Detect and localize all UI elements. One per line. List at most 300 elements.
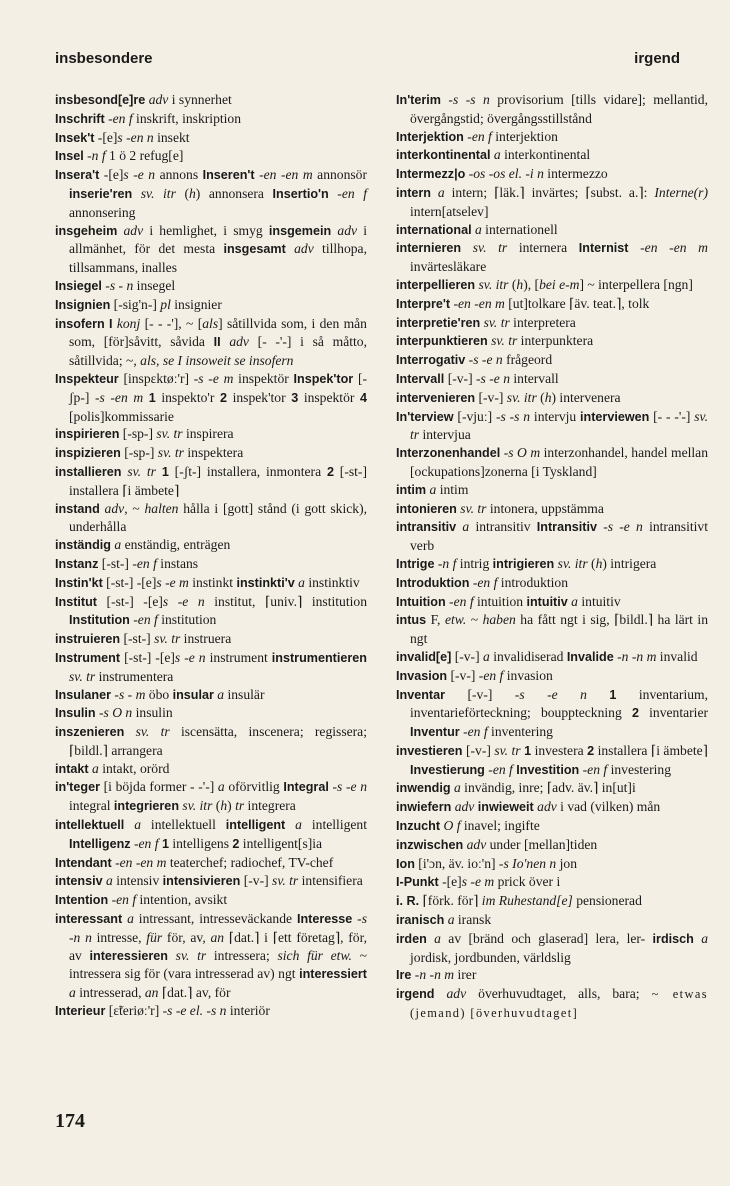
entry-text: en f bbox=[477, 574, 498, 590]
entry-text: tillhopa, tillsammans, inalles bbox=[69, 241, 367, 276]
entry-text: a bbox=[134, 817, 142, 833]
entry-text: iscensätta, inscenera; regissera; ⌈bildl.⌉ arrangera bbox=[69, 724, 367, 758]
entry-text: an bbox=[210, 929, 225, 945]
dictionary-entry bbox=[55, 704, 367, 723]
headword: intellektuell bbox=[55, 818, 125, 833]
entry-text: ⌈förk. för⌉ bbox=[419, 893, 482, 909]
entry-text: s bbox=[123, 167, 129, 183]
headword: intern bbox=[396, 185, 431, 200]
headword: irgend bbox=[396, 987, 435, 1002]
entry-text: als, se I insoweit se insofern bbox=[140, 353, 294, 369]
entry-text: a bbox=[106, 873, 113, 889]
entry-text: a bbox=[434, 930, 441, 946]
entry-text: s bbox=[99, 389, 105, 405]
entry-text: introduktion bbox=[497, 574, 569, 590]
entry-text: - bbox=[485, 166, 494, 182]
entry-text: öbo bbox=[145, 686, 173, 702]
entry-text: - bbox=[500, 445, 509, 461]
entry-text: - bbox=[328, 185, 342, 201]
entry-text: adv bbox=[466, 836, 487, 852]
entry-text: s bbox=[198, 370, 204, 386]
entry-text: oförvitlig bbox=[224, 779, 284, 795]
entry-text: en m bbox=[478, 295, 505, 311]
entry-text: intention, avsikt bbox=[136, 892, 228, 908]
headword: intervenieren bbox=[396, 390, 476, 405]
entry-text: [-sp-] bbox=[120, 445, 158, 461]
entry-text: insignier bbox=[170, 296, 222, 312]
headword: Instin'kt bbox=[55, 575, 103, 590]
entry-text: adv bbox=[294, 241, 314, 257]
headword: Intermezz|o bbox=[396, 167, 466, 182]
entry-text: , ~ bbox=[124, 500, 145, 516]
entry-text: hålla i [gott] stånd (i gott skick), underhålla bbox=[69, 500, 367, 535]
entry-text: intensiv bbox=[112, 873, 163, 889]
entry-text: i synnerhet bbox=[168, 92, 232, 107]
entry-text: - bbox=[459, 724, 468, 740]
entry-text: intellektuell bbox=[141, 817, 226, 833]
entry-text: intensifiera bbox=[298, 873, 363, 889]
entry-text: tr bbox=[235, 798, 245, 814]
entry-text: investera bbox=[531, 742, 588, 758]
entry-text: en f bbox=[138, 835, 159, 851]
entry-text: e n bbox=[188, 649, 206, 665]
subentry-word: Inspek'tor bbox=[293, 371, 354, 386]
entry-text: - bbox=[180, 649, 189, 665]
entry-text bbox=[286, 241, 294, 256]
entry-text: sv. itr bbox=[478, 276, 509, 292]
entry-text bbox=[431, 185, 438, 200]
entry-text: - bbox=[128, 167, 138, 183]
headword: intakt bbox=[55, 761, 89, 776]
entry-text: intresserad, bbox=[75, 985, 145, 1001]
entry-text: - bbox=[101, 277, 110, 293]
entry-text: inventarium, inventarieförteckning; bouppteckning bbox=[410, 686, 708, 721]
entry-text: - bbox=[434, 555, 443, 571]
entry-text: jon bbox=[556, 855, 578, 871]
dictionary-entry bbox=[396, 593, 708, 612]
entry-text: a bbox=[571, 593, 578, 609]
entry-text: [polis]kommissarie bbox=[69, 408, 174, 424]
entry-text: - bbox=[505, 408, 515, 424]
subentry-word: insgemein bbox=[268, 223, 332, 238]
entry-text: intrig bbox=[456, 555, 493, 571]
dictionary-entry bbox=[396, 817, 708, 836]
entry-text: annonsering bbox=[69, 204, 136, 220]
entry-text: - bbox=[95, 705, 104, 721]
entry-text: a bbox=[298, 574, 305, 590]
entry-text: provisorium [tills vidare]; mellantid, övergångstid; övergångsstillstånd bbox=[410, 92, 708, 126]
dictionary-entry bbox=[396, 611, 708, 648]
headword: intonieren bbox=[396, 501, 457, 516]
dictionary-entry bbox=[396, 239, 708, 276]
subentry-word: 1 bbox=[524, 743, 532, 758]
headword: Inzucht bbox=[396, 819, 441, 834]
entry-text: intakt, orörd bbox=[98, 760, 170, 776]
entry-text: a bbox=[217, 686, 225, 702]
subentry-word: Insertio'n bbox=[272, 186, 329, 201]
dictionary-entry bbox=[55, 910, 367, 1002]
dictionary-entry bbox=[55, 91, 367, 110]
entry-text: [-v-] bbox=[462, 742, 495, 758]
headword: Insek't bbox=[55, 130, 95, 145]
entry-text: s n bbox=[210, 1003, 227, 1019]
dictionary-entry bbox=[55, 593, 367, 631]
entry-text: adv bbox=[337, 222, 358, 238]
entry-text: - bbox=[450, 295, 459, 311]
entry-text: - bbox=[342, 779, 351, 795]
entry-text: - bbox=[467, 874, 475, 890]
dictionary-entry bbox=[55, 166, 367, 221]
entry-text: os el. bbox=[493, 166, 522, 182]
entry-text: - bbox=[104, 110, 113, 126]
subentry-word: inwieweit bbox=[477, 800, 534, 815]
dictionary-entry bbox=[396, 686, 708, 742]
entry-text: insulär bbox=[224, 686, 265, 702]
headword: instruieren bbox=[55, 632, 121, 647]
entry-text: e m bbox=[212, 370, 234, 386]
headword: insgeheim bbox=[55, 223, 118, 238]
entry-text: intern[atselev] bbox=[410, 203, 489, 219]
entry-text: s bbox=[361, 911, 367, 927]
headword: Introduktion bbox=[396, 575, 470, 590]
subentry-word: insular bbox=[172, 687, 214, 702]
entry-text: ~ intressera sig för (vara intresserad av) ngt bbox=[69, 947, 367, 982]
entry-text: under [mellan]tiden bbox=[486, 836, 598, 852]
subentry-word: 2 bbox=[587, 743, 595, 758]
headword: inwiefern bbox=[396, 800, 452, 815]
entry-text: - bbox=[132, 854, 141, 870]
entry-text: i n bbox=[529, 166, 544, 182]
headword: intensiv bbox=[55, 874, 103, 889]
entry-text: s bbox=[503, 855, 509, 871]
dictionary-entry bbox=[396, 966, 708, 985]
entry-text: inskrift, inskription bbox=[132, 110, 242, 126]
entry-text: h bbox=[220, 798, 228, 814]
subentry-word: instrumentieren bbox=[271, 650, 367, 665]
headword: Insignien bbox=[55, 297, 111, 312]
entry-text: en m bbox=[285, 167, 313, 183]
entry-text: adv bbox=[148, 92, 169, 107]
entry-text: für bbox=[146, 929, 163, 945]
entry-text: inspekto'r bbox=[155, 389, 220, 405]
entry-text: a bbox=[295, 817, 302, 833]
dictionary-entry bbox=[396, 779, 708, 798]
headword: In'terim bbox=[396, 93, 441, 107]
entry-text: [- - -'], ~ [ bbox=[140, 315, 203, 331]
entry-text: interzonhandel, handel mellan [ockupations]zonerna [i Tyskland] bbox=[410, 445, 708, 479]
headword: intus bbox=[396, 613, 427, 628]
headword: interpunktieren bbox=[396, 334, 488, 349]
entry-text: - bbox=[161, 574, 170, 590]
headword: inszenieren bbox=[55, 725, 125, 740]
entry-text: [-st-] - bbox=[98, 555, 137, 571]
entry-text: -[e] bbox=[94, 129, 118, 145]
subentry-word: intensivieren bbox=[162, 874, 241, 889]
entry-text: a bbox=[483, 648, 490, 664]
entry-text: s bbox=[473, 352, 479, 368]
entry-text: intern; ⌈läk.⌉ invärtes; ⌈subst. a.⌉: bbox=[444, 184, 655, 200]
entry-text: e n bbox=[137, 167, 156, 183]
dictionary-entry bbox=[55, 630, 367, 649]
entry-text: intressera; bbox=[206, 947, 278, 963]
entry-text: en f bbox=[137, 612, 158, 628]
entry-text: - bbox=[657, 240, 674, 256]
entry-text: [-v-] - bbox=[447, 667, 484, 683]
dictionary-entry bbox=[396, 221, 708, 240]
entry-text bbox=[124, 817, 134, 832]
subentry-word: 4 bbox=[360, 390, 368, 405]
headword: inwendig bbox=[396, 781, 451, 796]
entry-text: - bbox=[83, 148, 92, 164]
entry-text: instruera bbox=[180, 631, 232, 647]
entry-text: ( bbox=[536, 389, 545, 405]
entry-text: intim bbox=[436, 481, 469, 497]
dictionary-entry bbox=[396, 667, 708, 686]
entry-text: prick över i bbox=[494, 874, 561, 890]
entry-text: - bbox=[465, 166, 474, 182]
headword: insbesond[e]re bbox=[55, 93, 146, 107]
entry-text: överhuvudtaget, alls, bara; bbox=[466, 986, 652, 1002]
entry-text: - bbox=[524, 686, 552, 702]
entry-text: etw. bbox=[444, 612, 467, 628]
entry-text: i hemlighet, i smyg bbox=[143, 222, 269, 238]
entry-text: [ɛ̃teriøː'r] - bbox=[105, 1003, 168, 1019]
entry-text: os bbox=[473, 166, 486, 182]
entry-text: h bbox=[188, 185, 196, 201]
entry-text: inspektera bbox=[183, 445, 244, 461]
entry-text: [-st-] -[e] bbox=[96, 593, 163, 609]
entry-text: e n bbox=[182, 593, 205, 609]
entry-text: 1 ö 2 refug[e] bbox=[105, 148, 184, 164]
entry-text: a bbox=[701, 930, 708, 946]
entry-text: im Ruhestand[e] bbox=[481, 893, 573, 909]
entry-text: ha fått ngt i sig, ⌈bildl.⌉ ha lärt in ngt bbox=[410, 612, 709, 647]
entry-text: ~ bbox=[466, 612, 483, 628]
entry-text: [-sig'n-] bbox=[110, 296, 161, 312]
entry-text: intelligent bbox=[301, 817, 367, 833]
entry-text: en f bbox=[587, 761, 608, 777]
dictionary-entry bbox=[396, 370, 708, 389]
subentry-word: 3 bbox=[291, 390, 299, 405]
entry-text: - bbox=[478, 352, 487, 368]
headword: Ire bbox=[396, 968, 412, 983]
entry-text: n m bbox=[434, 967, 455, 983]
entry-text: [-st-] bbox=[120, 631, 155, 647]
dictionary-entry bbox=[55, 110, 367, 129]
entry-text: [i böjda former - -'-] bbox=[99, 779, 218, 795]
entry-text: s bbox=[500, 408, 506, 424]
dictionary-entry bbox=[396, 855, 708, 874]
entry-text: en f bbox=[467, 724, 488, 740]
running-header bbox=[55, 50, 680, 72]
entry-text: ( bbox=[175, 185, 189, 201]
entry-text: intervall bbox=[510, 370, 559, 386]
entry-text: iransk bbox=[454, 912, 492, 928]
entry-text: - bbox=[613, 648, 622, 664]
subentry-word: I bbox=[109, 316, 113, 331]
entry-text: sv. itr bbox=[182, 798, 213, 814]
dictionary-entry bbox=[55, 574, 367, 593]
entry-text: inspek'tor bbox=[227, 389, 292, 405]
entry-text: a bbox=[437, 184, 445, 200]
headword: in'teger bbox=[55, 780, 100, 795]
entry-text: n n bbox=[73, 929, 92, 945]
headword: Insel bbox=[55, 149, 84, 164]
entry-text bbox=[461, 240, 473, 255]
entry-text: interpretera bbox=[509, 314, 576, 330]
left-column bbox=[55, 91, 367, 1021]
entry-text: - bbox=[465, 352, 474, 368]
headword: Ion bbox=[396, 856, 415, 871]
entry-text: en m bbox=[673, 240, 708, 256]
entry-text: a bbox=[114, 537, 122, 553]
entry-text bbox=[132, 186, 141, 201]
entry-text: jordisk, jordbunden, världslig bbox=[410, 949, 571, 965]
headword: instand bbox=[55, 501, 100, 516]
entry-text: integral bbox=[69, 798, 114, 814]
entry-text: - bbox=[445, 593, 454, 609]
entry-text: sv. tr bbox=[175, 947, 207, 963]
entry-text: intelligent[s]ia bbox=[239, 835, 323, 851]
dictionary-entry bbox=[396, 798, 708, 817]
dictionary-entry bbox=[396, 985, 708, 1023]
entry-text: e n bbox=[350, 779, 367, 795]
subentry-word: instinkti'v bbox=[236, 575, 295, 590]
entry-text: [-ʃt-] installera, inmontera bbox=[168, 463, 327, 479]
headword: inständig bbox=[55, 538, 111, 553]
entry-text: s bbox=[461, 874, 467, 890]
headword: Interzonenhandel bbox=[396, 446, 501, 461]
entry-text: s n bbox=[470, 92, 490, 107]
entry-text: [inspɛktøː'r] - bbox=[118, 370, 199, 386]
entry-text: als bbox=[202, 315, 219, 331]
entry-text: sv. itr bbox=[557, 555, 588, 571]
entry-text: instinkt bbox=[188, 574, 237, 590]
headword: intransitiv bbox=[396, 520, 457, 535]
entry-text: - bbox=[426, 967, 435, 983]
headword: Interjektion bbox=[396, 129, 464, 144]
entry-text: inventarier bbox=[638, 705, 709, 721]
entry-text: - bbox=[203, 1003, 211, 1019]
entry-text: h bbox=[516, 276, 524, 292]
entry-text: sv. tr bbox=[127, 463, 156, 479]
entry-text: intuitiv bbox=[577, 593, 621, 609]
dictionary-entry bbox=[55, 444, 367, 463]
dictionary-entry bbox=[396, 91, 708, 128]
headword: Invasion bbox=[396, 668, 448, 683]
headword: investieren bbox=[396, 743, 463, 758]
entry-text: - bbox=[469, 574, 478, 590]
dictionary-entry bbox=[55, 370, 367, 425]
entry-text: ( bbox=[587, 555, 596, 571]
subentry-word: inserie'ren bbox=[69, 186, 133, 201]
entry-text: en f bbox=[112, 110, 133, 126]
subentry-word: intuitiv bbox=[526, 594, 568, 609]
dictionary-entry bbox=[396, 500, 708, 519]
entry-text: -[e] bbox=[438, 874, 462, 890]
subentry-word: 1 bbox=[609, 687, 617, 702]
subentry-word: 2 bbox=[326, 464, 334, 479]
entry-text: [-v-] bbox=[451, 648, 483, 664]
headword: interpretie'ren bbox=[396, 315, 481, 330]
headword: interkontinental bbox=[396, 148, 491, 163]
entry-text: ) intervenera bbox=[551, 389, 621, 405]
subentry-word: 2 bbox=[631, 706, 639, 721]
entry-text: [-vjuː] - bbox=[453, 408, 501, 424]
entry-text: - bbox=[172, 1003, 181, 1019]
subentry-word: II bbox=[213, 335, 221, 350]
entry-text: O f bbox=[443, 818, 461, 834]
entry-text: interiör bbox=[226, 1003, 270, 1019]
dictionary-entry bbox=[396, 444, 708, 481]
entry-text: ( bbox=[212, 798, 221, 814]
entry-text: [-v-] bbox=[240, 873, 273, 889]
entry-text: s bbox=[519, 686, 525, 702]
entry-text: instans bbox=[156, 555, 199, 571]
entry-text: inspirera bbox=[182, 426, 234, 442]
dictionary-entry bbox=[55, 222, 367, 277]
entry-text: n f bbox=[91, 148, 106, 164]
entry-text: konj bbox=[116, 315, 141, 331]
subentry-word: intelligent bbox=[225, 818, 286, 833]
dictionary-entry bbox=[55, 649, 367, 686]
entry-text: e m bbox=[474, 874, 495, 890]
entry-text: s bbox=[174, 649, 181, 665]
entry-text: s n bbox=[514, 408, 531, 424]
entry-text: sv. tr bbox=[494, 742, 521, 758]
entry-text: s bbox=[452, 92, 459, 107]
entry-text: - bbox=[108, 892, 117, 908]
entry-text: en f bbox=[116, 892, 137, 908]
headword: Interrogativ bbox=[396, 353, 466, 368]
entry-text: inventering bbox=[487, 724, 553, 740]
entry-text: ⌈dat.⌉ i ⌈ett företag⌉, för, av bbox=[69, 929, 367, 963]
entry-text: adv bbox=[446, 986, 467, 1002]
subentry-word: 2 bbox=[219, 390, 227, 405]
headword: invalid[e] bbox=[396, 649, 452, 664]
entry-text: sv. tr bbox=[69, 668, 96, 684]
headword: Intention bbox=[55, 893, 109, 908]
entry-text: - bbox=[579, 761, 588, 777]
entry-text: a bbox=[92, 760, 99, 776]
entry-text: instinktiv bbox=[304, 574, 360, 590]
subentry-word: 1 bbox=[161, 836, 169, 851]
entry-text: annonsör bbox=[312, 167, 368, 183]
dictionary-entry bbox=[396, 911, 708, 930]
subentry-word: 2 bbox=[232, 836, 240, 851]
dictionary-entry bbox=[55, 425, 367, 444]
subentry-word: Investierung bbox=[410, 762, 485, 777]
entry-text: [-v-] bbox=[475, 389, 507, 405]
entry-text: interkontinental bbox=[500, 147, 591, 163]
entry-text: [-v-] - bbox=[444, 370, 481, 386]
headword: interpellieren bbox=[396, 277, 476, 292]
dictionary-entry bbox=[55, 536, 367, 555]
entry-text: n bbox=[126, 277, 134, 293]
entry-text: s bbox=[162, 593, 169, 609]
entry-text: sv. itr bbox=[140, 185, 176, 201]
entry-text: intervju bbox=[530, 408, 581, 424]
subentry-word: Interesse bbox=[296, 912, 353, 927]
entry-text: [-st-] -[e] bbox=[120, 649, 175, 665]
entry-text: invändig, inre; ⌈adv. äv.⌉ in[ut]i bbox=[460, 780, 636, 796]
entry-text: Io'nen n bbox=[512, 855, 557, 871]
entry-text: adv bbox=[229, 334, 249, 350]
entry-text: bei e-m bbox=[539, 276, 580, 292]
entry-text: i allmänhet, för det mesta bbox=[69, 222, 368, 257]
dictionary-entry bbox=[396, 295, 708, 314]
entry-text: m bbox=[135, 686, 146, 702]
